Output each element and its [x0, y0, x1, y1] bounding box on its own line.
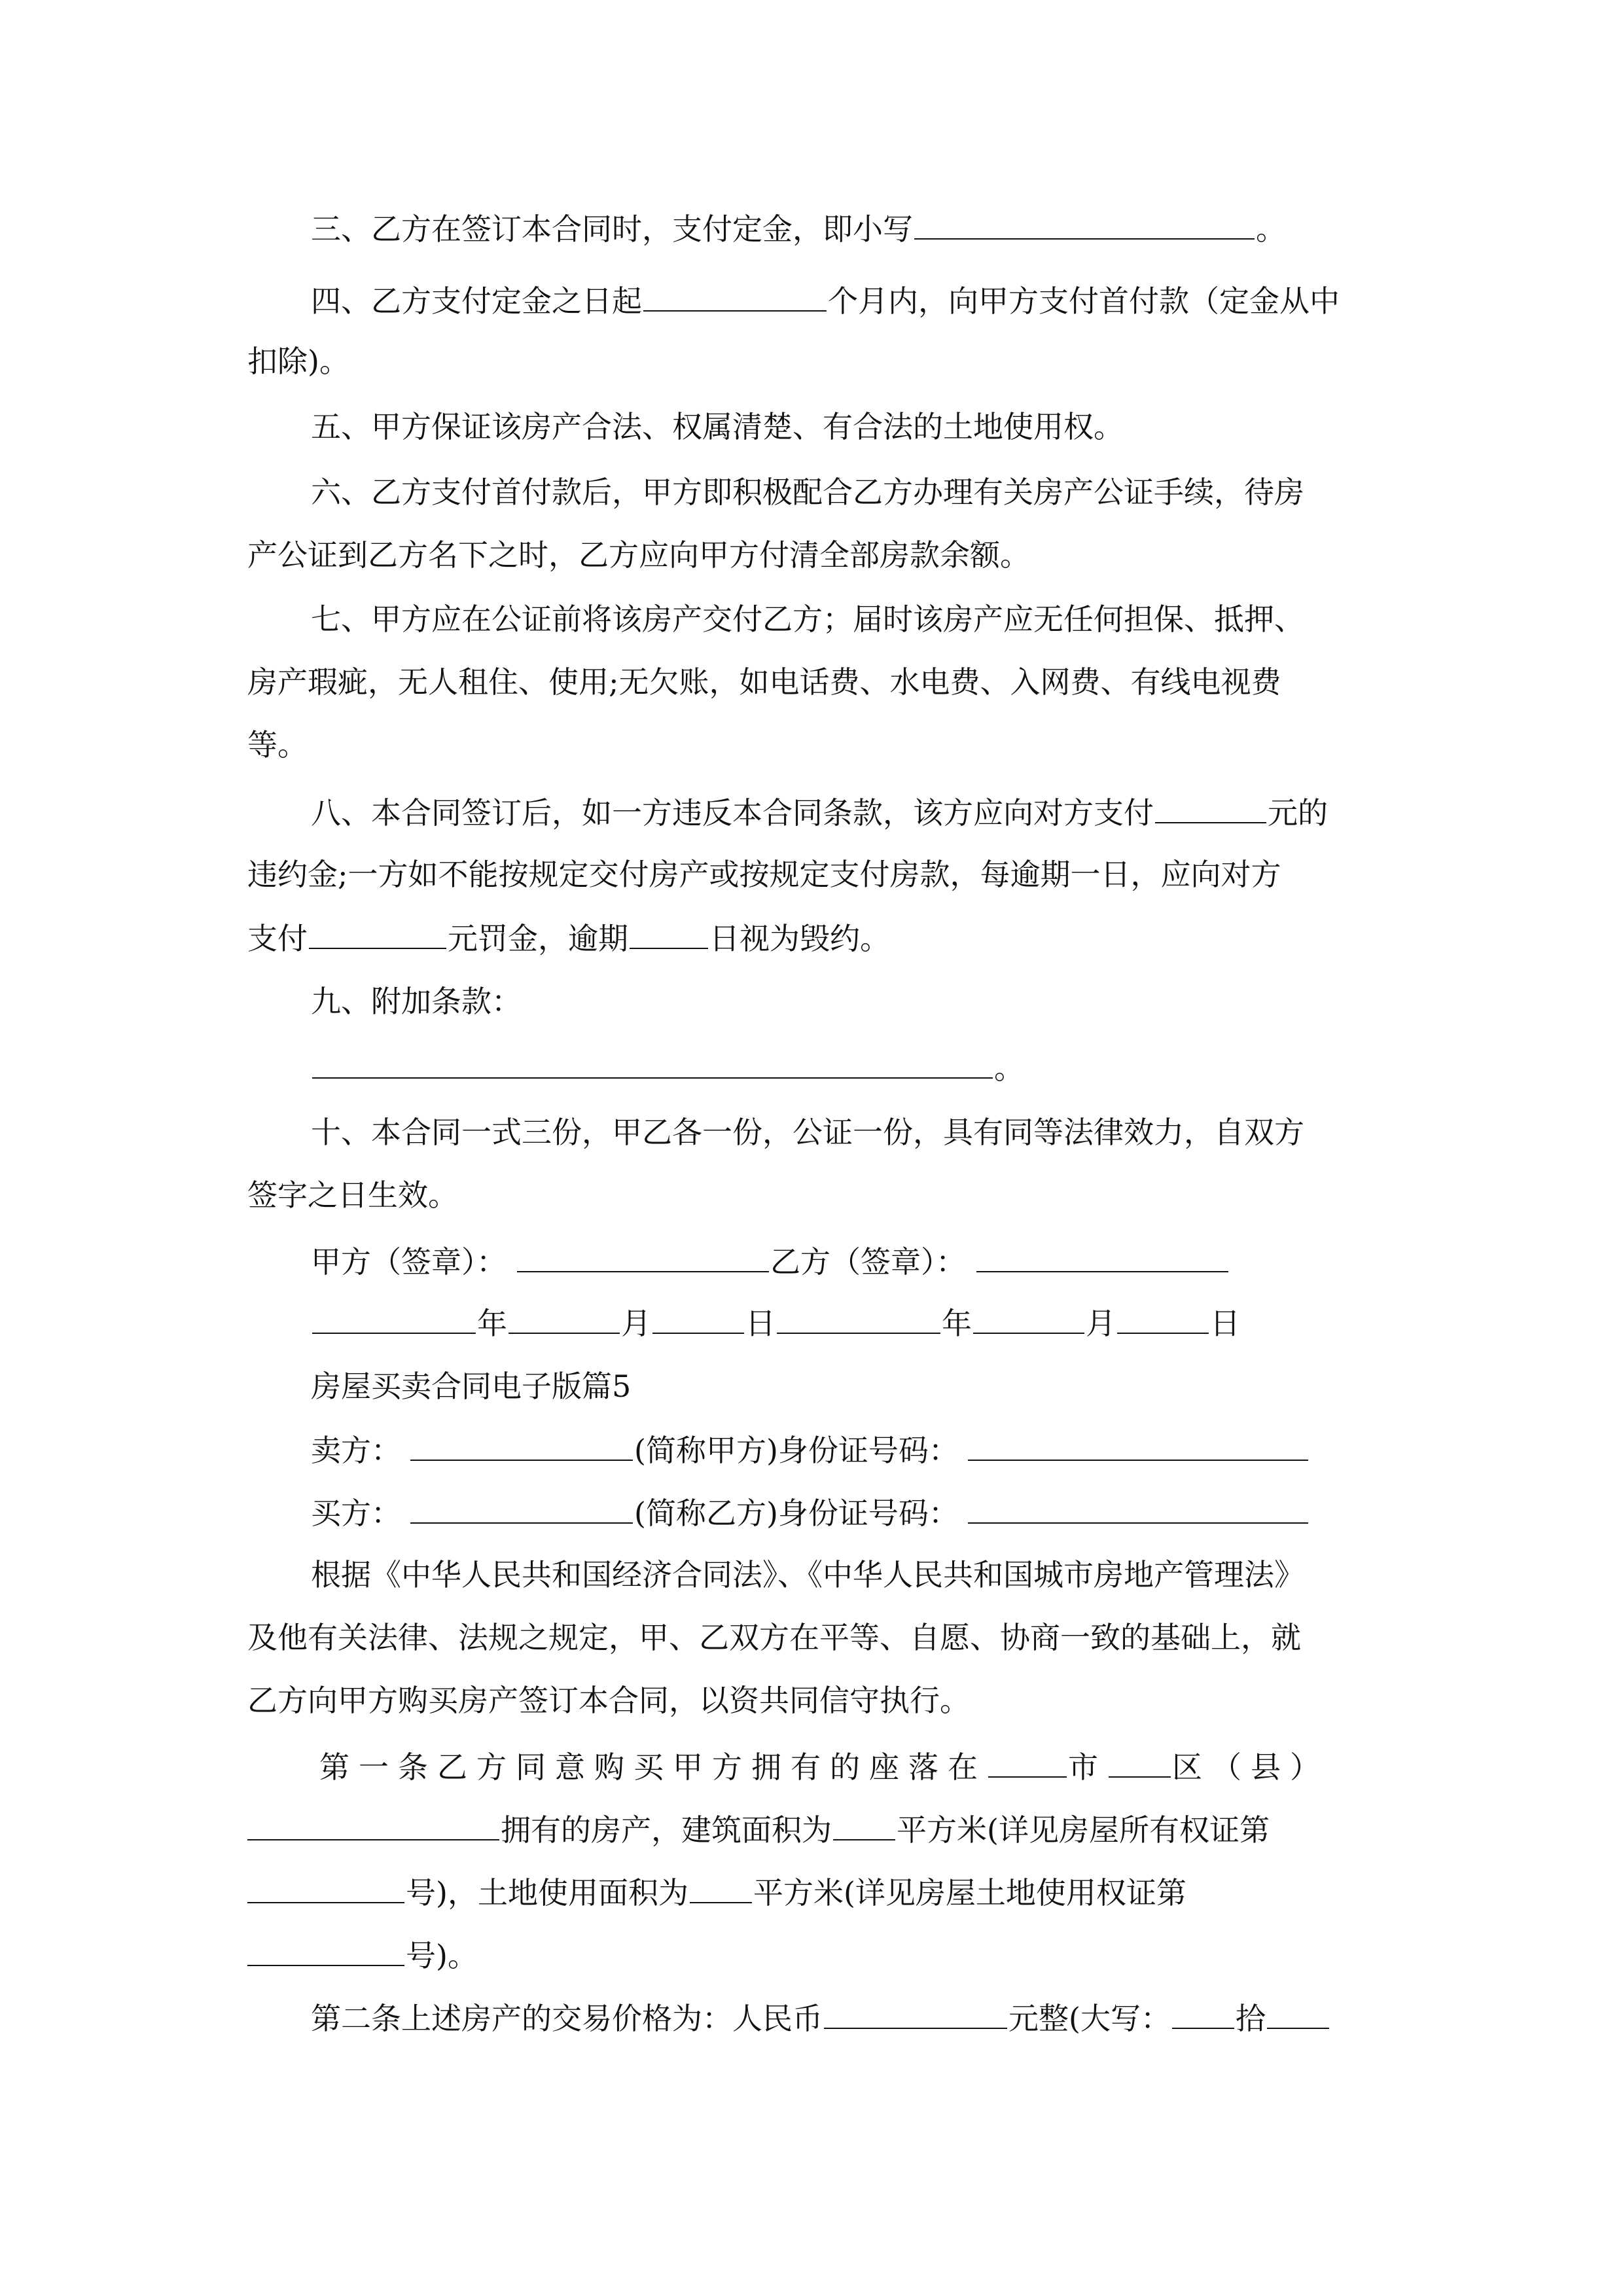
year-label: 年	[942, 1306, 972, 1341]
clause-8-line1	[311, 792, 1328, 833]
article-2-line1	[311, 1998, 1330, 2038]
clause-10-line2: 签字之日生效。	[247, 1177, 458, 1213]
clause-7-line2: 房产瑕疵，无人租住、使用;无欠账，如电话费、水电费、入网费、有线电视费	[247, 664, 1281, 700]
price-numeric-blank[interactable]	[824, 1998, 1007, 2029]
day-label: 日	[1210, 1306, 1240, 1341]
price-units-blank[interactable]	[1267, 1998, 1329, 2029]
clause-6-line2: 产公证到乙方名下之时，乙方应向甲方付清全部房款余额。	[247, 537, 1030, 573]
buyer-line	[311, 1492, 1310, 1533]
penalty-amount-blank[interactable]	[1155, 792, 1266, 823]
preamble-line3: 乙方向甲方购买房产签订本合同，以资共同信守执行。	[247, 1683, 970, 1718]
fine-amount-blank[interactable]	[309, 918, 446, 949]
article-1-line4	[247, 1935, 478, 1975]
article-1-text-b: 拥有的房产，建筑面积为	[501, 1812, 832, 1848]
party-a-signature-label: 甲方（签章）：	[311, 1244, 507, 1280]
clause-9-end: 。	[994, 1050, 1024, 1086]
signature-line	[311, 1241, 1230, 1282]
article-2-text-a: 第二条上述房产的交易价格为：人民币	[311, 2001, 823, 2036]
clause-8-line3	[247, 918, 890, 958]
article-1-line3	[247, 1872, 1186, 1912]
article-2-text-c: 拾	[1235, 2001, 1266, 2036]
article-1-text-d: 号)，土地使用面积为	[406, 1875, 688, 1910]
property-location-blank[interactable]	[247, 1809, 499, 1840]
months-blank[interactable]	[643, 280, 827, 312]
buyer-id-blank[interactable]	[968, 1492, 1308, 1524]
city-label: 市	[1068, 1749, 1107, 1785]
seller-line	[311, 1429, 1310, 1470]
party-b-signature-blank[interactable]	[976, 1241, 1228, 1272]
month-label: 月	[1086, 1306, 1116, 1341]
clause-4-text-a: 四、乙方支付定金之日起	[311, 283, 642, 319]
overdue-days-blank[interactable]	[630, 918, 708, 949]
clause-5: 五、甲方保证该房产合法、权属清楚、有合法的土地使用权。	[311, 409, 1124, 444]
seller-label: 卖方：	[311, 1433, 401, 1468]
clause-10-line1: 十、本合同一式三份，甲乙各一份，公证一份，具有同等法律效力，自双方	[311, 1115, 1304, 1150]
ownership-cert-number-blank[interactable]	[247, 1872, 404, 1903]
clause-8-text-d: 元罚金，逾期	[448, 921, 628, 956]
building-area-blank[interactable]	[833, 1809, 895, 1840]
price-ten-thousands-blank[interactable]	[1172, 1998, 1234, 2029]
buyer-name-blank[interactable]	[410, 1492, 633, 1524]
clause-8-text-e: 日视为毁约。	[709, 921, 890, 956]
clause-9-label: 九、附加条款：	[311, 984, 522, 1019]
date-line	[311, 1302, 1240, 1343]
party-b-year-blank[interactable]	[777, 1302, 940, 1334]
buyer-label: 买方：	[311, 1496, 401, 1531]
clause-4-cont: 扣除)。	[247, 344, 349, 379]
party-a-year-blank[interactable]	[312, 1302, 476, 1334]
clause-3-end: 。	[1256, 211, 1286, 247]
party-a-signature-blank[interactable]	[517, 1241, 769, 1272]
land-cert-number-blank[interactable]	[247, 1935, 404, 1966]
preamble-line2: 及他有关法律、法规之规定，甲、乙双方在平等、自愿、协商一致的基础上，就	[247, 1620, 1301, 1655]
article-1-line1	[319, 1746, 1329, 1787]
clause-3	[311, 208, 1286, 249]
month-label: 月	[621, 1306, 651, 1341]
party-b-day-blank[interactable]	[1117, 1302, 1209, 1334]
clause-4-text-b: 个月内，向甲方支付首付款（定金从中	[828, 283, 1340, 319]
city-blank[interactable]	[988, 1746, 1067, 1778]
seller-id-label: (简称甲方)身份证号码：	[634, 1433, 959, 1468]
clause-8-line2: 违约金;一方如不能按规定交付房产或按规定支付房款，每逾期一日，应向对方	[247, 857, 1281, 892]
clause-7-line3: 等。	[247, 727, 308, 762]
year-label: 年	[477, 1306, 507, 1341]
district-label: 区（县）	[1172, 1749, 1329, 1785]
clause-8-text-c: 支付	[247, 921, 308, 956]
article-2-text-b: 元整(大写：	[1008, 2001, 1171, 2036]
day-label: 日	[745, 1306, 776, 1341]
article-1-text-a: 第一条乙方同意购买甲方拥有的座落在	[319, 1749, 987, 1785]
party-a-day-blank[interactable]	[652, 1302, 744, 1334]
article-1-text-c: 平方米(详见房屋所有权证第	[897, 1812, 1270, 1848]
district-blank[interactable]	[1109, 1746, 1171, 1778]
section-title: 房屋买卖合同电子版篇5	[311, 1369, 632, 1404]
clause-7-line1: 七、甲方应在公证前将该房产交付乙方；届时该房产应无任何担保、抵押、	[311, 601, 1304, 637]
deposit-amount-blank[interactable]	[914, 208, 1255, 240]
party-a-month-blank[interactable]	[508, 1302, 620, 1334]
clause-3-text: 三、乙方在签订本合同时，支付定金，即小写	[311, 211, 913, 247]
seller-name-blank[interactable]	[410, 1429, 633, 1461]
clause-9-content	[311, 1047, 1024, 1088]
party-b-signature-label: 乙方（签章）：	[770, 1244, 966, 1280]
article-1-line2	[247, 1809, 1270, 1850]
clause-4	[311, 280, 1340, 321]
article-1-text-e: 平方米(详见房屋土地使用权证第	[753, 1875, 1186, 1910]
additional-terms-blank[interactable]	[312, 1047, 993, 1079]
clause-8-text-a: 八、本合同签订后，如一方违反本合同条款，该方应向对方支付	[311, 795, 1154, 831]
clause-8-text-b: 元的	[1268, 795, 1328, 831]
clause-6-line1: 六、乙方支付首付款后，甲方即积极配合乙方办理有关房产公证手续，待房	[311, 475, 1304, 510]
party-b-month-blank[interactable]	[973, 1302, 1084, 1334]
seller-id-blank[interactable]	[968, 1429, 1308, 1461]
land-area-blank[interactable]	[690, 1872, 752, 1903]
article-1-text-f: 号)。	[406, 1938, 478, 1973]
buyer-id-label: (简称乙方)身份证号码：	[634, 1496, 959, 1531]
preamble-line1: 根据《中华人民共和国经济合同法》、《中华人民共和国城市房地产管理法》	[311, 1557, 1304, 1592]
